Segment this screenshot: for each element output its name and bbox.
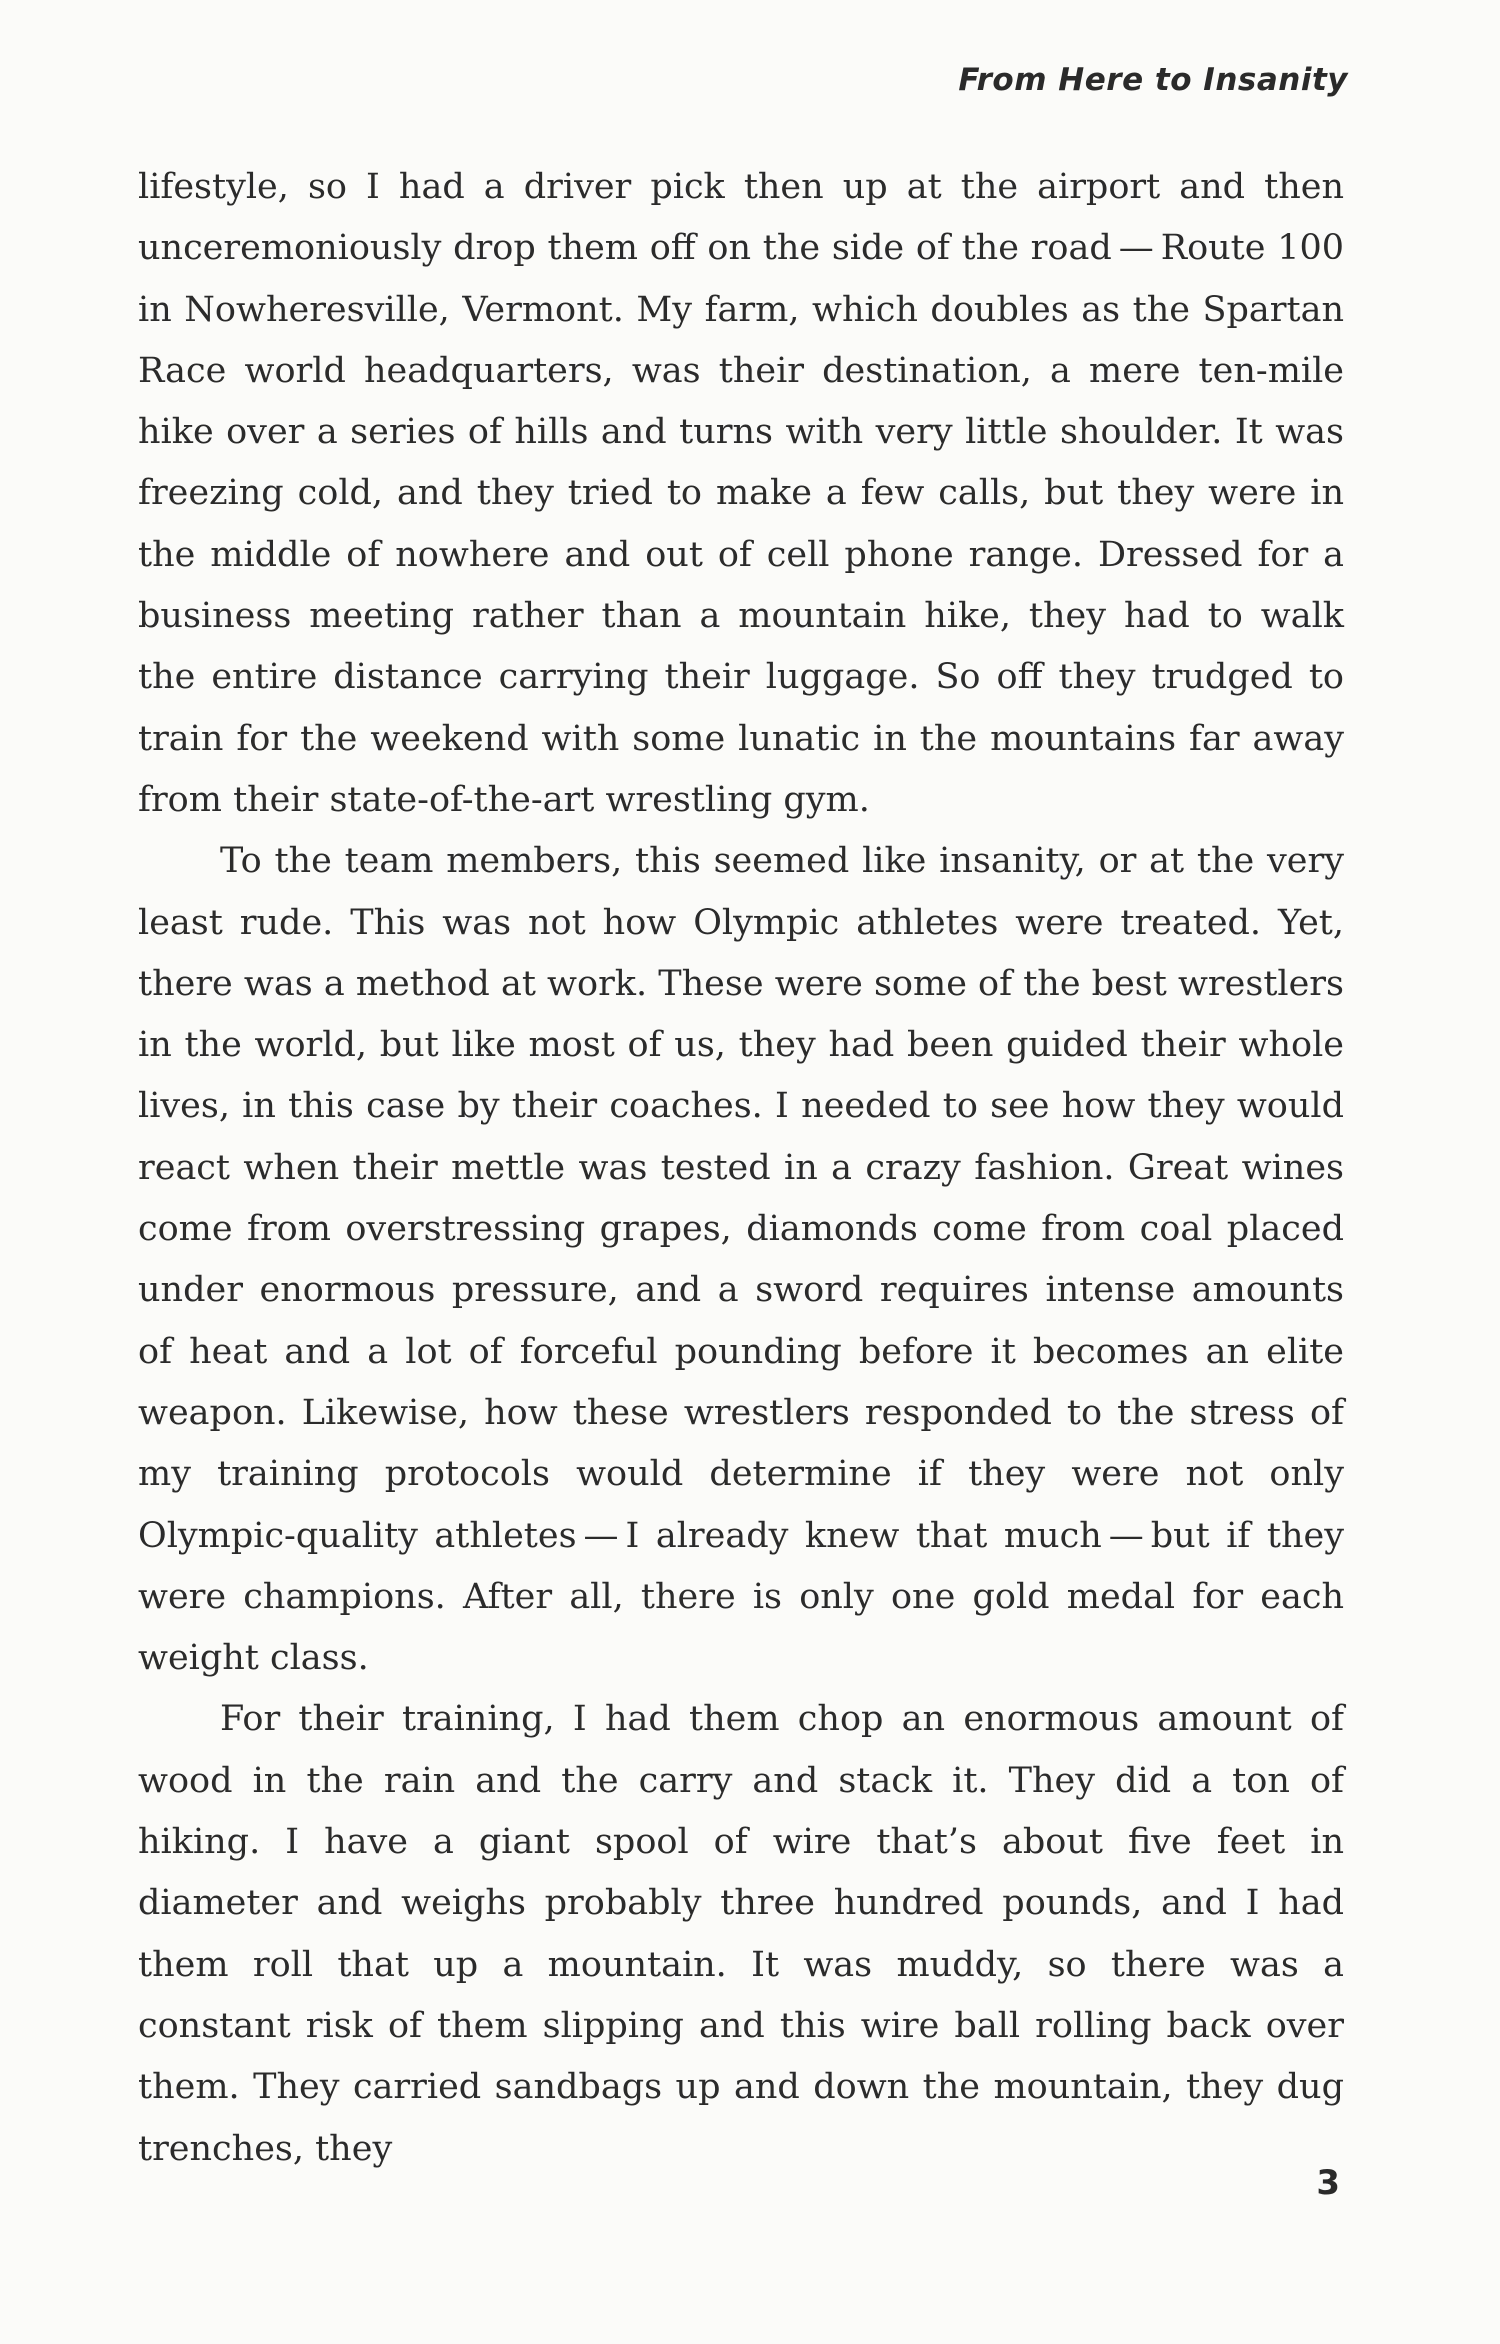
paragraph-3: For their training, I had them chop an enormous amount of wood in the rain and the carry and stack it. They did a ton of hiking. I have a giant spool of wire that’s about five feet in diameter and weighs probably three hundred pounds, and I had them roll that up a mountain. It was muddy, so there was a constant risk of them slipping and this wire ball rolling back over them. They carried sandbags up and down the mountain, they dug trenches, they xyxy=(138,1699,1344,2169)
paragraph-1: lifestyle, so I had a driver pick then up at the airport and then unceremoniously drop them off on the side of the road — Route 100 in Nowheresville, Vermont. My farm, which doubles as the Spartan Race world headquarters, was their destination, a mere ten-mile hike over a series of hills and turns with very little shoulder. It was freezing cold, and they tried to make a few calls, but they were in the middle of nowhere and out of cell phone range. Dressed for a business meeting rather than a mountain hike, they had to walk the entire distance carrying their luggage. So off they trudged to train for the weekend with some lunatic in the mountains far away from their state-of-the-art wrestling gym. xyxy=(138,167,1344,820)
page-number: 3 xyxy=(1316,2163,1340,2203)
body-text xyxy=(138,157,1344,2180)
paragraph-2: To the team members, this seemed like insanity, or at the very least rude. This was not how Olympic athletes were treated. Yet, there was a method at work. These were some of the best wrestlers in the world, but like most of us, they had been guided their whole lives, in this case by their coaches. I needed to see how they would react when their mettle was tested in a crazy fashion. Great wines come from overstressing grapes, diamonds come from coal placed under enormous pressure, and a sword requires intense amounts of heat and a lot of forceful pounding before it becomes an elite weapon. Likewise, how these wrestlers responded to the stress of my training protocols would determine if they were not only Olympic-quality athletes — I already knew that much — but if they were champions. After all, there is only one gold medal for each weight class. xyxy=(138,841,1344,1679)
running-head-title: From Here to Insanity xyxy=(958,62,1348,98)
